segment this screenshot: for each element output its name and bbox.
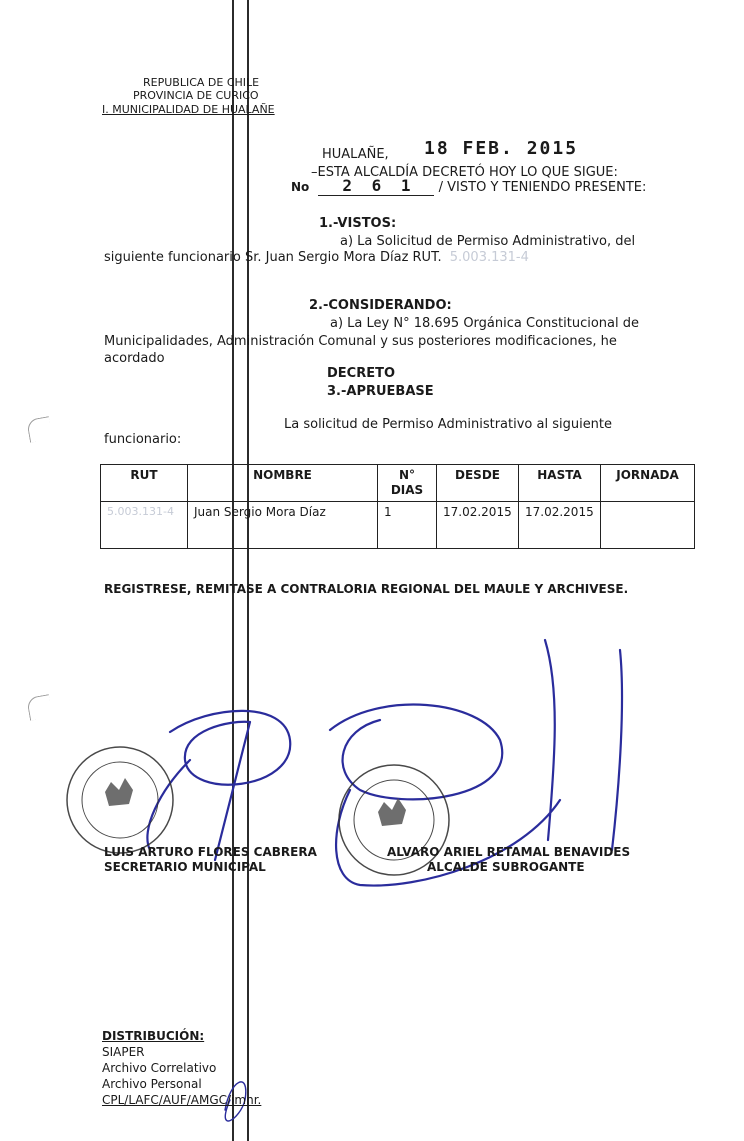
vistos-line1: a) La Solicitud de Permiso Administrativo, del [340,234,636,249]
col-header-rut: RUT [101,465,188,502]
punch-hole-bottom [26,694,53,721]
table-row [101,502,695,549]
considerando-line2: Municipalidades, Administración Comunal y sus posteriores modificaciones, he [104,334,617,349]
col-header-nombre: NOMBRE [188,465,378,502]
considerando-line1: a) La Ley N° 18.695 Orgánica Constitucional de [330,316,639,331]
left-signature-scribble [147,711,290,860]
cell-desde: 17.02.2015 [437,502,519,549]
left-seal [67,747,173,853]
vistos-line2-wrap [104,250,529,265]
visto-text: / VISTO Y TENIENDO PRESENTE: [438,180,647,195]
decree-number: 2 6 1 [318,176,433,196]
signature-title-secretary: SECRETARIO MUNICIPAL [104,860,266,874]
closing-statement: REGISTRESE, REMITASE A CONTRALORIA REGIONAL DEL MAULE Y ARCHIVESE. [104,582,629,596]
decreto-subheading: 3.-APRUEBASE [327,384,434,399]
table-header-row [101,465,695,502]
distribution-item: Archivo Correlativo [102,1061,217,1075]
considerando-heading: 2.-CONSIDERANDO: [309,298,452,313]
place-label: HUALAÑE, [322,147,389,162]
col-header-jornada: JORNADA [601,465,695,502]
decree-number-row [291,176,646,196]
cell-rut: 5.003.131-4 [101,502,188,549]
cell-nombre: Juan Sergio Mora Díaz [188,502,378,549]
distribution-item: Archivo Personal [102,1077,202,1091]
cell-dias: 1 [378,502,437,549]
distribution-item: SIAPER [102,1045,145,1059]
header-municipality: I. MUNICIPALIDAD DE HUALAÑE [102,103,275,116]
cell-hasta: 17.02.2015 [519,502,601,549]
decreto-line1: La solicitud de Permiso Administrativo al siguiente [284,417,613,432]
signature-name-secretary: LUIS ARTURO FLORES CABRERA [104,845,317,859]
intro-text: ESTA ALCALDÍA DECRETÓ HOY LO QUE SIGUE: [317,165,618,180]
signature-title-mayor: ALCALDE SUBROGANTE [427,860,585,874]
decreto-heading: DECRETO [327,366,396,381]
col-header-desde: DESDE [437,465,519,502]
col-header-hasta: HASTA [519,465,601,502]
considerando-line3: acordado [104,351,165,366]
vistos-heading: 1.-VISTOS: [319,216,397,231]
cell-jornada [601,502,695,549]
header-province: PROVINCIA DE CURICO [133,89,259,102]
col-header-dias: N° DIAS [378,465,437,502]
distribution-heading: DISTRIBUCIÓN: [102,1029,205,1043]
distribution-item: CPL/LAFC/AUF/AMGC/imnr. [102,1093,262,1107]
decreto-line2: funcionario: [104,432,182,447]
signature-name-mayor: ALVARO ARIEL RETAMAL BENAVIDES [387,845,631,859]
date-stamp: 18 FEB. 2015 [424,138,579,159]
scan-line-left [232,0,234,1141]
intro-line: –ESTA ALCALDÍA DECRETÓ HOY LO QUE SIGUE: [311,165,618,180]
permission-table [100,464,695,549]
number-prefix: No [291,180,310,194]
punch-hole-top [26,416,53,443]
header-republic: REPUBLICA DE CHILE [143,76,260,89]
vistos-line2: siguiente funcionario Sr. Juan Sergio Mora Díaz RUT. [104,250,442,265]
scan-line-right [247,0,249,1141]
vistos-rut: 5.003.131-4 [449,250,529,265]
